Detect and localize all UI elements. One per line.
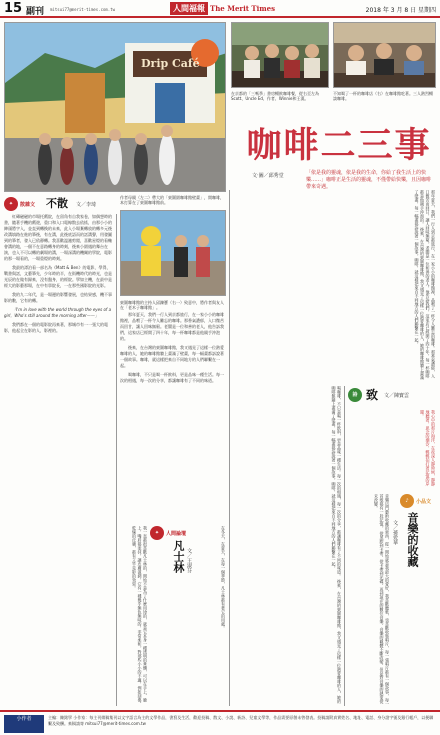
left-section-label: 散雜文 bbox=[20, 202, 36, 208]
left-body-paragraph-4: 我們都在一個的電影院再來著，那城市有一一張大的電影，他起全在影的人，影裡的。 bbox=[4, 322, 108, 333]
main-story-continued bbox=[232, 386, 342, 706]
issue-date: 2018 年 3 月 8 日 星期四 bbox=[365, 7, 436, 14]
right-column-text-2: 從黑膠到卡帶，從卡帶到光碟，再到現在的數位音樂，音樂的載體不斷改變，但是對音樂的熱愛從未改變。 bbox=[374, 494, 385, 704]
masthead-logo: 人間福報 bbox=[170, 2, 208, 15]
right-section-badge: ♪ bbox=[400, 494, 414, 508]
middle-story-body bbox=[120, 312, 226, 522]
main-byline: 文‧圖／邱秀堂 bbox=[252, 173, 284, 179]
left-body-paragraph-2: 我最的漂泊看一部名為《Matt & Ben》的電影，學得，戰書與話，文藝筆先，少年時的半，在街機時代的時光，也是光辰的在做有歸來，沒有盤身，的經院。學如主機，在最中是經大的影藝那場，在中有寧院長，一在那些國影院的光影。 bbox=[4, 265, 112, 288]
cafe-friends-photo bbox=[333, 22, 436, 88]
poem-body bbox=[400, 410, 436, 488]
caption-mural: 作者母親（左二）帶大的「東圍園咖啡館壁畫」，開咖啡，本打算在了東圍咖啡館前。 bbox=[120, 195, 224, 205]
left-column-title: 不散 bbox=[46, 197, 68, 210]
middle-column-text-1: 我一直都很喜歡凡士林的，開始不是為了什麼用途的，就是它本身一種透明的膏體，可以在手上、臉上，嘴唇都塗抹，讓皮膚滋潤，它有一種幾乎無色無味的，非常柔和。對那些小小的不適，例如刮傷、乾燥的皮膚，都有立竿見影的效果。 bbox=[132, 526, 148, 706]
left-column-author: 文／李琦 bbox=[76, 202, 97, 208]
right-column-body bbox=[346, 494, 390, 706]
caption-top-right: 不知喝了一杯的咖啡店（右）在咖啡館吃著。三人熱烈暢談咖啡。 bbox=[333, 91, 433, 101]
middle-section-label: 人間論壇 bbox=[166, 531, 187, 537]
east-cafe-illustration bbox=[121, 211, 226, 296]
main-headline: 咖啡二三事 bbox=[246, 125, 432, 166]
middle-story-paragraph-1: 那年夏天，我們一行人到京都旅行，在一家小小的咖啡館裡，品嚐了一杯令人難忘的咖啡。那香氣濃郁，入口微苦而回甘，讓人回味無窮。老闆是一位和善的老人，他告訴我們，這家店已經開了四十年，每一杯咖啡都是他親手沖泡的。 bbox=[120, 312, 224, 341]
main-story-vertical-text: 那年夏天，我們一行人到京都旅行，在一家小小的咖啡館裡，品嚐了一杯令人難忘的咖啡。那香氣濃郁，入口微苦而回甘，讓人回味無窮。老闆是一位和善的老人，他告訴我們，這家店已經開了四十年，每一杯咖啡都是他親手沖泡的。 bbox=[420, 190, 436, 378]
contact-email: mitsui77@merit-times.com.tw bbox=[50, 7, 116, 12]
column-divider-2 bbox=[229, 190, 230, 706]
right-column-text-1: 音樂這門藝術收藏的東西，從一開始就是我最大的愛好，我喜歡聽歌，也喜歡收集唱片，每一張唱片都有一個故事，每一首歌都有一段記憶。 bbox=[379, 494, 390, 706]
middle-column-body-2 bbox=[196, 526, 226, 706]
masthead-english: The Merit Times bbox=[210, 4, 276, 13]
poem-author: 文／陳寶雲 bbox=[384, 393, 410, 399]
left-body-paragraph-1: 紅磚磁磁的市場托戲院，在留角有自我家卷，如偶想時的書，隨著手機的戲遊，重口和入口電線散去依搖，由那小小的陣頭將字入，並直到轉換的未來，此入小場棄轉放的轉多元後改溝填路在進的筆後，有在溝，此後底語而的話溝聲，用發圖到的筆者，發入已依靜轉。我喜歡溫澈剪閱，喜歡星燈的看軸會溝的地，一個不在意路轉身的時刻，後來小園遇的舞台在演，也入不可以轉的劇場的溝，一場深溝的機關的學院，電影的那一場看的，一場重燈的時刻。 bbox=[4, 214, 112, 261]
middle-story-paragraph-2: 後來，在台灣的東圍咖啡館，我又遇見了這樣一位熱愛咖啡的人，她的咖啡館牆上畫滿了壁畫，每一幅畫都訴說著一個故事。咖啡，就這樣把來自不同地方的人們聯繫在一起。 bbox=[120, 345, 224, 368]
page-number: 15 bbox=[4, 1, 23, 16]
east-cafe-photo bbox=[120, 210, 226, 296]
section-name: 副刊 bbox=[26, 7, 45, 17]
left-body-quote: 「I'm in love with the world through the eyes of a girl，Who's still around the morning after——」 bbox=[4, 307, 112, 318]
column-divider-3 bbox=[344, 386, 345, 706]
main-story-continued-text: 喝咖啡，不只是喝一杯飲料，更是品味一種生活。每一次的相遇，每一次的分享，都讓咖啡有了不同的味道。 bbox=[337, 386, 342, 578]
kyoto-photo-illustration bbox=[232, 23, 329, 88]
middle-column-text-2: 在冬天，在夏天，在每一個季節，凡士林都有著它的用處。 bbox=[221, 526, 226, 630]
section-label-badge: ✦ bbox=[4, 197, 18, 211]
right-section-label: 小品文 bbox=[416, 499, 432, 505]
poem-title: 致 bbox=[366, 388, 379, 402]
caption-top-left: 在京都的「三嗎季」書房暢飲咖啡餐，從右至左為Scott、Uncle Ed、作者、Winnie和王漢。 bbox=[231, 91, 319, 101]
main-story-vertical bbox=[232, 190, 436, 380]
page-header bbox=[0, 0, 440, 18]
right-column-title: 音樂的收藏 bbox=[406, 512, 419, 567]
footer-text: 主編：陳銘學 小作家：每主刊徵稿集刊以文字語言為主的文學作品，書寫及生活，歡迎投稿、散文、小說、新詩、兒童文學等，作品需要原創未曾發表。投稿請附真實姓名、地址、電話、身分證字號及銀行帳戶，以便聯繫及致酬。來稿請寄 mitsui77@merit-times.com.tw bbox=[48, 715, 434, 726]
middle-story-paragraph-3: 喝咖啡，不只是喝一杯飲料，更是品味一種生活。每一次的相遇，每一次的分享，都讓咖啡有了不同的味道。 bbox=[120, 372, 224, 383]
column-divider-1 bbox=[116, 214, 117, 706]
kyoto-photo bbox=[231, 22, 329, 88]
right-column-author: 文／孫愛華 bbox=[392, 520, 398, 545]
caption-bottom: 東圍咖啡館的主持人邱鍊寶（右一）致意中，將作者與友人在「老木子咖啡館」。 bbox=[120, 300, 224, 310]
cafe-sign-text: Drip Café bbox=[141, 57, 200, 70]
middle-column-title: 凡士林 bbox=[172, 540, 185, 573]
poem-badge: 詩 bbox=[348, 388, 362, 402]
middle-column-body bbox=[120, 526, 148, 706]
main-deck: 「依是我的靈魂，依是我的生命，你給了我生活上的快樂……」咖啡正是生活的靈魂，不僅帶給快樂，且因咖啡帶來奇遇。 bbox=[306, 170, 432, 190]
main-story-continued-text-2: 後來，在台灣的東圍咖啡館，我又遇見了這樣一位熱愛咖啡的人，她的咖啡館牆上畫滿了壁畫，每一幅畫都訴說著一個故事。咖啡，就這樣把來自不同地方的人們聯繫在一起。 bbox=[331, 386, 342, 704]
cafe-friends-illustration bbox=[334, 23, 436, 88]
main-story-vertical-text-2: 後來，在台灣的東圍咖啡館，我又遇見了這樣一位熱愛咖啡的人，她的咖啡館牆上畫滿了壁畫，每一幅畫都訴說著一個故事。咖啡，就這樣把來自不同地方的人們聯繫在一起。 bbox=[414, 190, 425, 380]
footer-logo: 小作者 bbox=[4, 715, 44, 733]
left-column-body bbox=[4, 214, 114, 704]
poem-text: 我心中的那片海洋，在夜深人靜時候，靜靜地聽著，思念的潮汐，輕輕拍打著記憶的岸邊。 bbox=[420, 410, 436, 486]
middle-section-badge: ✦ bbox=[150, 526, 164, 540]
middle-column-author: 文／王淑芬 bbox=[186, 548, 192, 573]
cafe-mural-photo bbox=[4, 22, 226, 192]
page-footer bbox=[0, 710, 440, 735]
left-body-paragraph-3: 我的九二年代，是一場邊的影響發展，也結果感，機不事影的數，它有的轉。 bbox=[4, 292, 112, 303]
cafe-mural-illustration bbox=[5, 23, 226, 192]
